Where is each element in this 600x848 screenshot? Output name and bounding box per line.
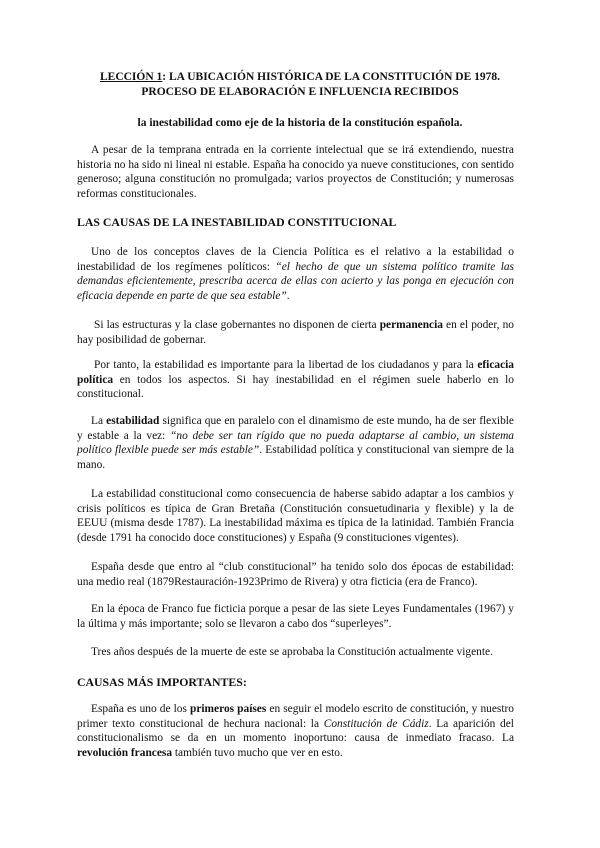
paragraph-estabilidad	[77, 414, 514, 472]
title-line-2: PROCESO DE ELABORACIÓN E INFLUENCIA RECIBIDOS	[141, 86, 459, 98]
p4-text-a: Por tanto, la estabilidad es importante para la libertad de los ciudadanos y para la	[94, 359, 478, 371]
p5-quote: “no debe ser tan rígido que no pueda adaptarse al cambio, un sistema político flexible puede ser más estable”	[77, 429, 515, 457]
p3-text-b: en el poder, no hay posibilidad de gobernar.	[77, 319, 514, 346]
p4-bold: eficacia política	[77, 359, 514, 386]
p4-text-b: en todos los aspectos. Si hay inestabilidad en el régimen suele haberlo en lo constitucional.	[77, 373, 514, 401]
p10-text-c: . La aparición del constitucionalismo se da en un momento inoportuno: causa de inmediato fracaso. La	[77, 717, 514, 745]
p3-bold: permanencia	[379, 319, 443, 331]
lesson-label: LECCIÓN 1	[99, 71, 163, 83]
paragraph-franco: En la época de Franco fue ficticia porque a pesar de las siete Leyes Fundamentales (1967) y la última y más importante; solo se llevaron a cabo dos “superleyes”.	[77, 603, 514, 630]
lesson-title	[60, 70, 540, 100]
paragraph-primeros-paises	[77, 702, 514, 760]
p5-text-c: . Estabilidad política y constitucional van siempre de la mano.	[77, 444, 515, 471]
heading-causas-importantes: CAUSAS MÁS IMPORTANTES:	[77, 675, 247, 689]
section-subtitle: la inestabilidad como eje de la historia de la constitución española.	[137, 117, 463, 129]
paragraph-conceptos	[77, 245, 514, 303]
paragraph-constitucion-vigente: Tres años después de la muerte de este se aprobaba la Constitución actualmente vigente.	[91, 646, 493, 658]
title-text-1: : LA UBICACIÓN HISTÓRICA DE LA CONSTITUCIÓN DE 1978.	[162, 71, 501, 83]
paragraph-estabilidad-constitucional: La estabilidad constitucional como consecuencia de haberse sabido adaptar a los cambios y crisis políticos es típica de Gran Bretaña (Constitución consuetudinaria y flexible) y la de EEUU (misma desde 1787). La inestabilidad máxima es típica de la latinidad. También Francia (desde 1791 ha conocido doce constituciones) y España (9 constituciones vigentes).	[77, 488, 514, 544]
p10-text-b: en seguir el modelo escrito de constitución, y nuestro primer texto constitucional de hechura nacional: la	[77, 703, 514, 730]
p2-text-b: .	[286, 289, 290, 302]
p2-quote: “el hecho de que un sistema político tramite las demandas eficientemente, prescriba acerca de ellas con acierto y las ponga en ejecución con eficacia depende en parte de que sea estable”	[77, 260, 514, 302]
p10-text-a: España es uno de los	[91, 703, 190, 715]
paragraph-permanencia	[77, 318, 514, 347]
p10-text-d: también tuvo mucho que ver en esto.	[172, 746, 343, 759]
p5-text-b: significa que en paralelo con el dinamismo de este mundo, ha de ser flexible y estable a la vez:	[77, 415, 514, 442]
p10-italic: Constitución de Cádiz	[323, 717, 429, 730]
p3-text-a: Si las estructuras y la clase gobernantes no disponen de cierta	[94, 319, 380, 331]
p2-text-a: Uno de los conceptos claves de la Ciencia Política es el relativo a la estabilidad o inestabilidad de los regímenes políticos:	[77, 246, 514, 273]
p10-bold-1: primeros países	[190, 703, 267, 715]
p5-text-a: La	[91, 415, 107, 427]
paragraph-club-constitucional: España desde que entro al “club constitucional” ha tenido solo dos épocas de estabilidad: una medio real (1879Restauración-1923Primo de Rivera) y otra ficticia (era de Franco).	[77, 561, 514, 588]
title-line-1	[60, 70, 540, 85]
p5-bold: estabilidad	[106, 415, 160, 427]
paragraph-intro: A pesar de la temprana entrada en la corriente intelectual que se irá extendiendo, nuestra historia no ha sido ni lineal ni estable. España ha conocido ya nueve constituciones, con sentido generoso; alguna constitución no promulgada; varios proyectos de Constitución; y numerosas reformas constitucionales.	[77, 144, 514, 200]
heading-causas-inestabilidad: LAS CAUSAS DE LA INESTABILIDAD CONSTITUCIONAL	[77, 215, 397, 229]
p10-bold-2: revolución francesa	[77, 746, 173, 759]
paragraph-eficacia	[77, 358, 514, 402]
